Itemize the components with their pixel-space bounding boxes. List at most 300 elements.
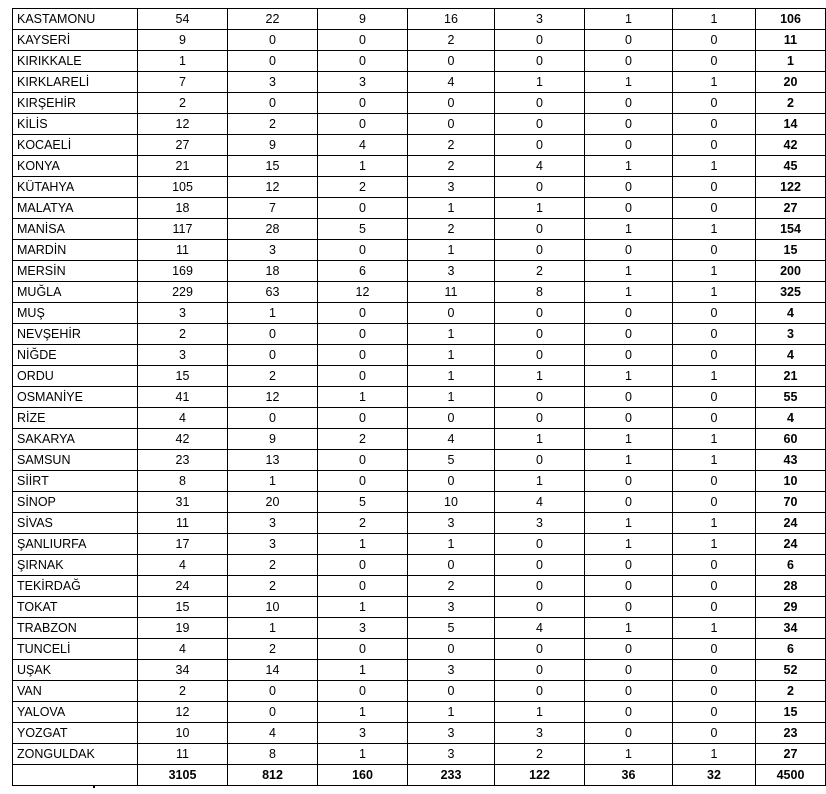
value-cell: 3	[495, 723, 585, 744]
value-cell: 0	[673, 597, 756, 618]
value-cell: 0	[585, 303, 673, 324]
value-cell: 1	[585, 72, 673, 93]
value-cell: 1	[673, 744, 756, 765]
value-cell: 117	[138, 219, 228, 240]
value-cell: 1	[228, 471, 318, 492]
value-cell: 7	[228, 198, 318, 219]
value-cell: 0	[585, 681, 673, 702]
row-total-cell: 60	[756, 429, 826, 450]
table-row	[13, 366, 826, 387]
value-cell: 0	[408, 51, 495, 72]
value-cell: 8	[138, 471, 228, 492]
value-cell: 10	[408, 492, 495, 513]
value-cell: 5	[318, 219, 408, 240]
value-cell: 4	[495, 492, 585, 513]
value-cell: 0	[673, 114, 756, 135]
table-row	[13, 51, 826, 72]
row-total-cell: 4500	[756, 765, 826, 786]
value-cell: 0	[318, 450, 408, 471]
value-cell: 4	[495, 156, 585, 177]
province-name-cell: TRABZON	[13, 618, 138, 639]
value-cell: 0	[585, 198, 673, 219]
value-cell: 0	[673, 177, 756, 198]
province-name-cell: YOZGAT	[13, 723, 138, 744]
value-cell: 0	[585, 324, 673, 345]
row-total-cell: 27	[756, 744, 826, 765]
row-total-cell: 42	[756, 135, 826, 156]
table-row	[13, 429, 826, 450]
table-row	[13, 177, 826, 198]
value-cell: 4	[138, 555, 228, 576]
value-cell: 1	[585, 513, 673, 534]
value-cell: 0	[673, 555, 756, 576]
value-cell: 6	[318, 261, 408, 282]
province-name-cell	[13, 765, 138, 786]
row-total-cell: 21	[756, 366, 826, 387]
value-cell: 2	[138, 324, 228, 345]
table-body	[13, 9, 826, 786]
value-cell: 11	[138, 240, 228, 261]
row-total-cell: 325	[756, 282, 826, 303]
value-cell: 1	[673, 219, 756, 240]
value-cell: 15	[228, 156, 318, 177]
value-cell: 2	[228, 366, 318, 387]
table-row	[13, 702, 826, 723]
value-cell: 0	[495, 408, 585, 429]
province-name-cell: ZONGULDAK	[13, 744, 138, 765]
province-name-cell: NEVŞEHİR	[13, 324, 138, 345]
province-name-cell: MANİSA	[13, 219, 138, 240]
value-cell: 0	[495, 660, 585, 681]
value-cell: 0	[228, 51, 318, 72]
table-row	[13, 723, 826, 744]
value-cell: 0	[585, 555, 673, 576]
province-name-cell: SİNOP	[13, 492, 138, 513]
row-total-cell: 2	[756, 93, 826, 114]
value-cell: 3	[408, 513, 495, 534]
table-row	[13, 345, 826, 366]
table-row	[13, 114, 826, 135]
value-cell: 0	[408, 303, 495, 324]
value-cell: 0	[318, 345, 408, 366]
value-cell: 13	[228, 450, 318, 471]
table-row	[13, 9, 826, 30]
province-name-cell: TEKİRDAĞ	[13, 576, 138, 597]
row-total-cell: 10	[756, 471, 826, 492]
province-name-cell: KASTAMONU	[13, 9, 138, 30]
value-cell: 3	[408, 597, 495, 618]
province-name-cell: RİZE	[13, 408, 138, 429]
value-cell: 0	[408, 681, 495, 702]
value-cell: 1	[673, 618, 756, 639]
value-cell: 1	[318, 660, 408, 681]
value-cell: 1	[408, 702, 495, 723]
row-total-cell: 52	[756, 660, 826, 681]
value-cell: 3105	[138, 765, 228, 786]
value-cell: 24	[138, 576, 228, 597]
value-cell: 5	[408, 618, 495, 639]
value-cell: 0	[495, 597, 585, 618]
value-cell: 11	[138, 513, 228, 534]
value-cell: 1	[585, 261, 673, 282]
value-cell: 0	[495, 681, 585, 702]
value-cell: 0	[495, 114, 585, 135]
value-cell: 0	[585, 639, 673, 660]
value-cell: 11	[138, 744, 228, 765]
value-cell: 105	[138, 177, 228, 198]
value-cell: 0	[585, 471, 673, 492]
value-cell: 0	[585, 345, 673, 366]
value-cell: 3	[138, 303, 228, 324]
value-cell: 0	[228, 93, 318, 114]
value-cell: 0	[228, 30, 318, 51]
value-cell: 0	[495, 324, 585, 345]
row-total-cell: 43	[756, 450, 826, 471]
value-cell: 0	[495, 240, 585, 261]
row-total-cell: 11	[756, 30, 826, 51]
value-cell: 1	[585, 450, 673, 471]
row-total-cell: 122	[756, 177, 826, 198]
table-row	[13, 198, 826, 219]
value-cell: 3	[408, 723, 495, 744]
value-cell: 8	[228, 744, 318, 765]
value-cell: 0	[585, 114, 673, 135]
value-cell: 0	[673, 576, 756, 597]
value-cell: 1	[318, 387, 408, 408]
table-row	[13, 93, 826, 114]
value-cell: 0	[673, 387, 756, 408]
value-cell: 3	[228, 240, 318, 261]
value-cell: 233	[408, 765, 495, 786]
value-cell: 0	[495, 219, 585, 240]
province-name-cell: KIRŞEHİR	[13, 93, 138, 114]
value-cell: 1	[673, 366, 756, 387]
value-cell: 4	[408, 429, 495, 450]
value-cell: 1	[673, 282, 756, 303]
value-cell: 3	[408, 177, 495, 198]
row-total-cell: 4	[756, 408, 826, 429]
value-cell: 1	[673, 429, 756, 450]
value-cell: 2	[228, 576, 318, 597]
province-name-cell: ORDU	[13, 366, 138, 387]
value-cell: 0	[318, 114, 408, 135]
value-cell: 1	[495, 429, 585, 450]
province-name-cell: MERSİN	[13, 261, 138, 282]
value-cell: 1	[408, 324, 495, 345]
province-name-cell: KAYSERİ	[13, 30, 138, 51]
value-cell: 15	[138, 597, 228, 618]
value-cell: 0	[673, 240, 756, 261]
value-cell: 1	[228, 618, 318, 639]
value-cell: 169	[138, 261, 228, 282]
value-cell: 0	[585, 723, 673, 744]
value-cell: 0	[318, 639, 408, 660]
row-total-cell: 20	[756, 72, 826, 93]
value-cell: 0	[673, 723, 756, 744]
province-name-cell: MUĞLA	[13, 282, 138, 303]
value-cell: 0	[673, 345, 756, 366]
table-row	[13, 240, 826, 261]
province-name-cell: UŞAK	[13, 660, 138, 681]
row-total-cell: 28	[756, 576, 826, 597]
value-cell: 0	[495, 135, 585, 156]
value-cell: 42	[138, 429, 228, 450]
value-cell: 9	[228, 429, 318, 450]
table-row	[13, 408, 826, 429]
value-cell: 1	[495, 366, 585, 387]
province-table	[12, 8, 826, 786]
value-cell: 2	[495, 261, 585, 282]
value-cell: 0	[673, 135, 756, 156]
province-name-cell: MARDİN	[13, 240, 138, 261]
value-cell: 1	[495, 702, 585, 723]
value-cell: 0	[585, 597, 673, 618]
value-cell: 10	[138, 723, 228, 744]
value-cell: 10	[228, 597, 318, 618]
value-cell: 1	[585, 156, 673, 177]
value-cell: 0	[495, 534, 585, 555]
value-cell: 1	[585, 618, 673, 639]
value-cell: 0	[495, 93, 585, 114]
value-cell: 7	[138, 72, 228, 93]
value-cell: 12	[138, 702, 228, 723]
value-cell: 0	[318, 198, 408, 219]
value-cell: 0	[495, 303, 585, 324]
province-name-cell: SİİRT	[13, 471, 138, 492]
value-cell: 0	[408, 471, 495, 492]
value-cell: 1	[585, 744, 673, 765]
value-cell: 0	[585, 702, 673, 723]
value-cell: 1	[585, 9, 673, 30]
value-cell: 0	[318, 30, 408, 51]
value-cell: 1	[673, 72, 756, 93]
province-name-cell: VAN	[13, 681, 138, 702]
value-cell: 2	[408, 576, 495, 597]
value-cell: 12	[138, 114, 228, 135]
value-cell: 0	[673, 30, 756, 51]
table-row	[13, 156, 826, 177]
table-row	[13, 576, 826, 597]
value-cell: 3	[138, 345, 228, 366]
table-row	[13, 597, 826, 618]
value-cell: 0	[318, 366, 408, 387]
value-cell: 0	[318, 576, 408, 597]
value-cell: 1	[673, 156, 756, 177]
value-cell: 0	[495, 387, 585, 408]
value-cell: 1	[585, 366, 673, 387]
province-name-cell: MUŞ	[13, 303, 138, 324]
table-row	[13, 492, 826, 513]
value-cell: 0	[585, 492, 673, 513]
value-cell: 0	[673, 471, 756, 492]
value-cell: 2	[408, 30, 495, 51]
value-cell: 2	[318, 177, 408, 198]
province-name-cell: KONYA	[13, 156, 138, 177]
value-cell: 1	[318, 597, 408, 618]
value-cell: 2	[138, 93, 228, 114]
row-total-cell: 15	[756, 240, 826, 261]
value-cell: 0	[318, 408, 408, 429]
value-cell: 1	[408, 387, 495, 408]
value-cell: 3	[228, 534, 318, 555]
table-row	[13, 471, 826, 492]
value-cell: 812	[228, 765, 318, 786]
value-cell: 0	[585, 660, 673, 681]
row-total-cell: 106	[756, 9, 826, 30]
province-name-cell: SAMSUN	[13, 450, 138, 471]
value-cell: 0	[495, 576, 585, 597]
value-cell: 18	[228, 261, 318, 282]
table-row	[13, 261, 826, 282]
value-cell: 4	[138, 639, 228, 660]
value-cell: 0	[408, 555, 495, 576]
value-cell: 0	[673, 303, 756, 324]
province-name-cell: TOKAT	[13, 597, 138, 618]
value-cell: 17	[138, 534, 228, 555]
table-row	[13, 135, 826, 156]
table-row	[13, 534, 826, 555]
value-cell: 1	[585, 282, 673, 303]
table-row	[13, 681, 826, 702]
value-cell: 1	[318, 744, 408, 765]
value-cell: 4	[138, 408, 228, 429]
row-total-cell: 14	[756, 114, 826, 135]
value-cell: 0	[673, 93, 756, 114]
value-cell: 2	[228, 114, 318, 135]
value-cell: 54	[138, 9, 228, 30]
value-cell: 0	[318, 51, 408, 72]
row-total-cell: 24	[756, 534, 826, 555]
province-name-cell: MALATYA	[13, 198, 138, 219]
value-cell: 1	[408, 366, 495, 387]
value-cell: 2	[228, 555, 318, 576]
value-cell: 18	[138, 198, 228, 219]
value-cell: 0	[585, 387, 673, 408]
value-cell: 0	[495, 30, 585, 51]
value-cell: 0	[585, 30, 673, 51]
value-cell: 12	[228, 387, 318, 408]
value-cell: 12	[318, 282, 408, 303]
row-total-cell: 6	[756, 639, 826, 660]
value-cell: 0	[585, 240, 673, 261]
row-total-cell: 27	[756, 198, 826, 219]
province-name-cell: KİLİS	[13, 114, 138, 135]
value-cell: 2	[228, 639, 318, 660]
value-cell: 1	[673, 450, 756, 471]
row-total-cell: 70	[756, 492, 826, 513]
row-total-cell: 45	[756, 156, 826, 177]
value-cell: 0	[228, 345, 318, 366]
province-name-cell: NİĞDE	[13, 345, 138, 366]
value-cell: 1	[228, 303, 318, 324]
value-cell: 3	[228, 72, 318, 93]
value-cell: 3	[495, 9, 585, 30]
value-cell: 1	[318, 156, 408, 177]
value-cell: 0	[495, 555, 585, 576]
row-total-cell: 55	[756, 387, 826, 408]
row-total-cell: 1	[756, 51, 826, 72]
value-cell: 0	[585, 135, 673, 156]
value-cell: 1	[318, 534, 408, 555]
value-cell: 2	[408, 135, 495, 156]
province-name-cell: KOCAELİ	[13, 135, 138, 156]
value-cell: 1	[408, 198, 495, 219]
value-cell: 1	[495, 198, 585, 219]
table-row	[13, 72, 826, 93]
value-cell: 9	[318, 9, 408, 30]
value-cell: 0	[495, 51, 585, 72]
value-cell: 0	[495, 639, 585, 660]
value-cell: 0	[318, 324, 408, 345]
value-cell: 0	[585, 576, 673, 597]
value-cell: 0	[408, 93, 495, 114]
value-cell: 0	[318, 93, 408, 114]
table-row	[13, 324, 826, 345]
table-row	[13, 555, 826, 576]
value-cell: 0	[585, 177, 673, 198]
value-cell: 1	[495, 471, 585, 492]
value-cell: 27	[138, 135, 228, 156]
value-cell: 4	[318, 135, 408, 156]
value-cell: 0	[673, 639, 756, 660]
table-row	[13, 219, 826, 240]
value-cell: 2	[138, 681, 228, 702]
value-cell: 0	[408, 639, 495, 660]
value-cell: 0	[673, 681, 756, 702]
value-cell: 122	[495, 765, 585, 786]
province-name-cell: KIRKLARELİ	[13, 72, 138, 93]
value-cell: 23	[138, 450, 228, 471]
value-cell: 5	[318, 492, 408, 513]
table-row	[13, 30, 826, 51]
value-cell: 9	[138, 30, 228, 51]
row-total-cell: 23	[756, 723, 826, 744]
province-name-cell: ŞIRNAK	[13, 555, 138, 576]
row-total-cell: 34	[756, 618, 826, 639]
value-cell: 31	[138, 492, 228, 513]
value-cell: 0	[228, 408, 318, 429]
table-row	[13, 513, 826, 534]
value-cell: 32	[673, 765, 756, 786]
value-cell: 28	[228, 219, 318, 240]
value-cell: 9	[228, 135, 318, 156]
value-cell: 0	[673, 198, 756, 219]
row-total-cell: 15	[756, 702, 826, 723]
row-total-cell: 3	[756, 324, 826, 345]
value-cell: 0	[495, 177, 585, 198]
value-cell: 0	[673, 51, 756, 72]
value-cell: 1	[585, 534, 673, 555]
value-cell: 3	[318, 72, 408, 93]
table-row	[13, 744, 826, 765]
value-cell: 0	[673, 702, 756, 723]
row-total-cell: 154	[756, 219, 826, 240]
value-cell: 0	[585, 93, 673, 114]
value-cell: 0	[408, 114, 495, 135]
value-cell: 229	[138, 282, 228, 303]
stray-dot	[93, 786, 95, 788]
row-total-cell: 200	[756, 261, 826, 282]
value-cell: 1	[673, 513, 756, 534]
value-cell: 0	[318, 471, 408, 492]
value-cell: 21	[138, 156, 228, 177]
value-cell: 1	[673, 534, 756, 555]
value-cell: 0	[495, 345, 585, 366]
value-cell: 0	[673, 492, 756, 513]
province-name-cell: TUNCELİ	[13, 639, 138, 660]
row-total-cell: 2	[756, 681, 826, 702]
value-cell: 41	[138, 387, 228, 408]
